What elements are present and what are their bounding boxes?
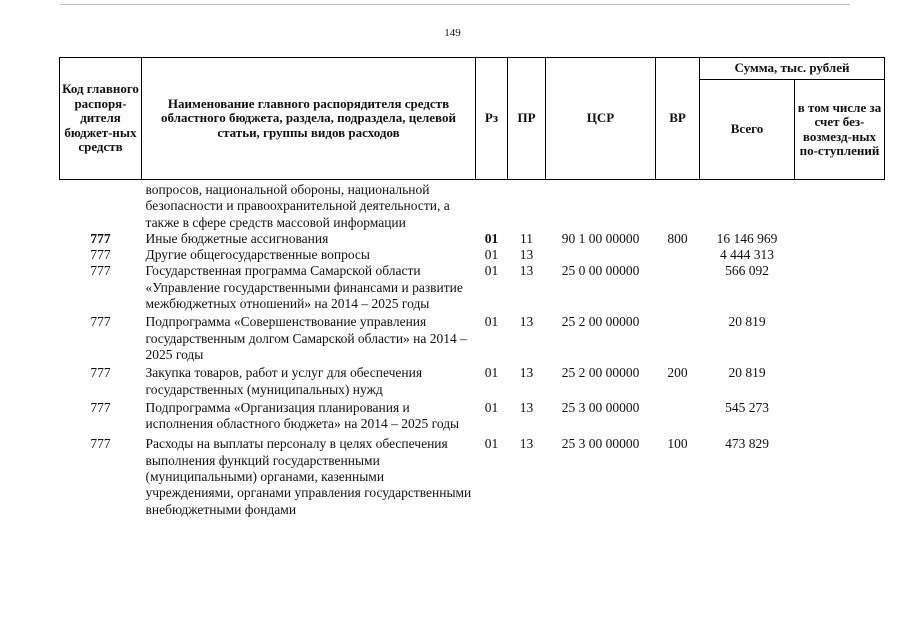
cell-incl	[795, 432, 885, 517]
cell-total: 473 829	[725, 436, 769, 452]
table-row	[60, 263, 885, 312]
table-row	[60, 247, 885, 263]
cell-csr	[546, 180, 656, 231]
cell-code: 777	[90, 247, 111, 263]
header-name: Наименование главного распорядителя средств областного бюджета, раздела, подраздела, целевой статьи, группы видов расходов	[142, 58, 476, 180]
table-body	[60, 180, 885, 518]
cell-pr: 13	[519, 399, 534, 415]
cell-csr	[546, 247, 656, 263]
table-row	[60, 432, 885, 517]
cell-name: вопросов, национальной обороны, национальной безопасности и правоохранительной деятельности, а также в сфере средств массовой информации	[145, 182, 450, 230]
cell-pr	[508, 180, 546, 231]
header-sum-group: Сумма, тыс. рублей	[700, 58, 885, 80]
cell-name: Подпрограмма «Организация планирования и исполнения областного бюджета» на 2014 – 2025 годы	[145, 399, 460, 432]
cell-code: 777	[90, 399, 111, 415]
cell-vr	[656, 312, 700, 363]
budget-table	[59, 57, 885, 518]
cell-pr: 13	[519, 247, 534, 263]
cell-csr: 90 1 00 00000	[561, 230, 640, 246]
cell-name: Другие общегосударственные вопросы	[145, 247, 370, 263]
cell-csr: 25 0 00 00000	[561, 263, 640, 279]
cell-code: 777	[90, 314, 111, 330]
cell-code: 777	[90, 263, 111, 279]
cell-total: 20 819	[728, 314, 766, 330]
cell-pr: 11	[520, 230, 533, 246]
cell-incl	[795, 363, 885, 398]
cell-incl	[795, 263, 885, 312]
cell-pr: 13	[519, 365, 534, 381]
table-header	[60, 58, 885, 180]
table-row	[60, 312, 885, 363]
table-row	[60, 398, 885, 433]
cell-code: 777	[90, 230, 111, 246]
cell-rz: 01	[484, 247, 499, 263]
cell-incl	[795, 312, 885, 363]
header-vr: ВР	[656, 58, 700, 180]
cell-code	[60, 180, 142, 231]
cell-total	[700, 180, 795, 231]
cell-total: 4 444 313	[720, 247, 774, 263]
cell-total: 16 146 969	[716, 230, 778, 246]
cell-csr: 25 3 00 00000	[561, 436, 640, 452]
cell-vr	[656, 263, 700, 312]
cell-csr: 25 2 00 00000	[561, 314, 640, 330]
cell-vr: 100	[667, 436, 688, 452]
header-pr: ПР	[508, 58, 546, 180]
cell-incl	[795, 398, 885, 433]
cell-vr: 200	[667, 365, 688, 381]
cell-incl	[795, 247, 885, 263]
cell-total: 545 273	[725, 399, 769, 415]
cell-rz: 01	[484, 365, 499, 381]
cell-pr: 13	[519, 436, 534, 452]
cell-incl	[795, 231, 885, 247]
cell-name: Иные бюджетные ассигнования	[145, 230, 329, 246]
cell-vr	[656, 180, 700, 231]
cell-total: 566 092	[725, 263, 769, 279]
cell-csr: 25 2 00 00000	[561, 365, 640, 381]
top-rule	[60, 4, 850, 5]
cell-rz: 01	[484, 230, 499, 246]
cell-pr: 13	[519, 263, 534, 279]
cell-pr: 13	[519, 314, 534, 330]
header-total: Всего	[700, 80, 795, 180]
header-incl: в том числе за счет без-возмезд-ных по-ступлений	[795, 80, 885, 180]
cell-vr	[656, 247, 700, 263]
cell-incl	[795, 180, 885, 231]
header-rz: Рз	[476, 58, 508, 180]
table-row	[60, 231, 885, 247]
cell-name: Подпрограмма «Совершенствование управления государственным долгом Самарской области» на 2014 – 2025 годы	[145, 314, 467, 362]
header-csr: ЦСР	[546, 58, 656, 180]
cell-name: Расходы на выплаты персоналу в целях обеспечения выполнения функций государственными (муниципальными) органами, казенными учреждениями, органами управления государственными внебюджетными фондами	[145, 436, 472, 517]
cell-vr	[656, 398, 700, 433]
header-code: Код главного распоря-дителя бюджет-ных средств	[60, 58, 142, 180]
cell-vr: 800	[667, 230, 688, 246]
table-row	[60, 180, 885, 231]
cell-rz: 01	[484, 314, 499, 330]
cell-rz: 01	[484, 399, 499, 415]
cell-csr: 25 3 00 00000	[561, 399, 640, 415]
cell-rz: 01	[484, 263, 499, 279]
cell-total: 20 819	[728, 365, 766, 381]
cell-code: 777	[90, 365, 111, 381]
cell-name: Закупка товаров, работ и услуг для обеспечения государственных (муниципальных) нужд	[145, 365, 423, 397]
table-row	[60, 363, 885, 398]
cell-code: 777	[90, 436, 111, 452]
page-number: 149	[444, 27, 461, 39]
cell-name: Государственная программа Самарской области «Управление государственными финансами и развитие межбюджетных отношений» на 2014 – 2025 годы	[145, 263, 463, 312]
cell-rz	[476, 180, 508, 231]
cell-rz: 01	[484, 436, 499, 452]
